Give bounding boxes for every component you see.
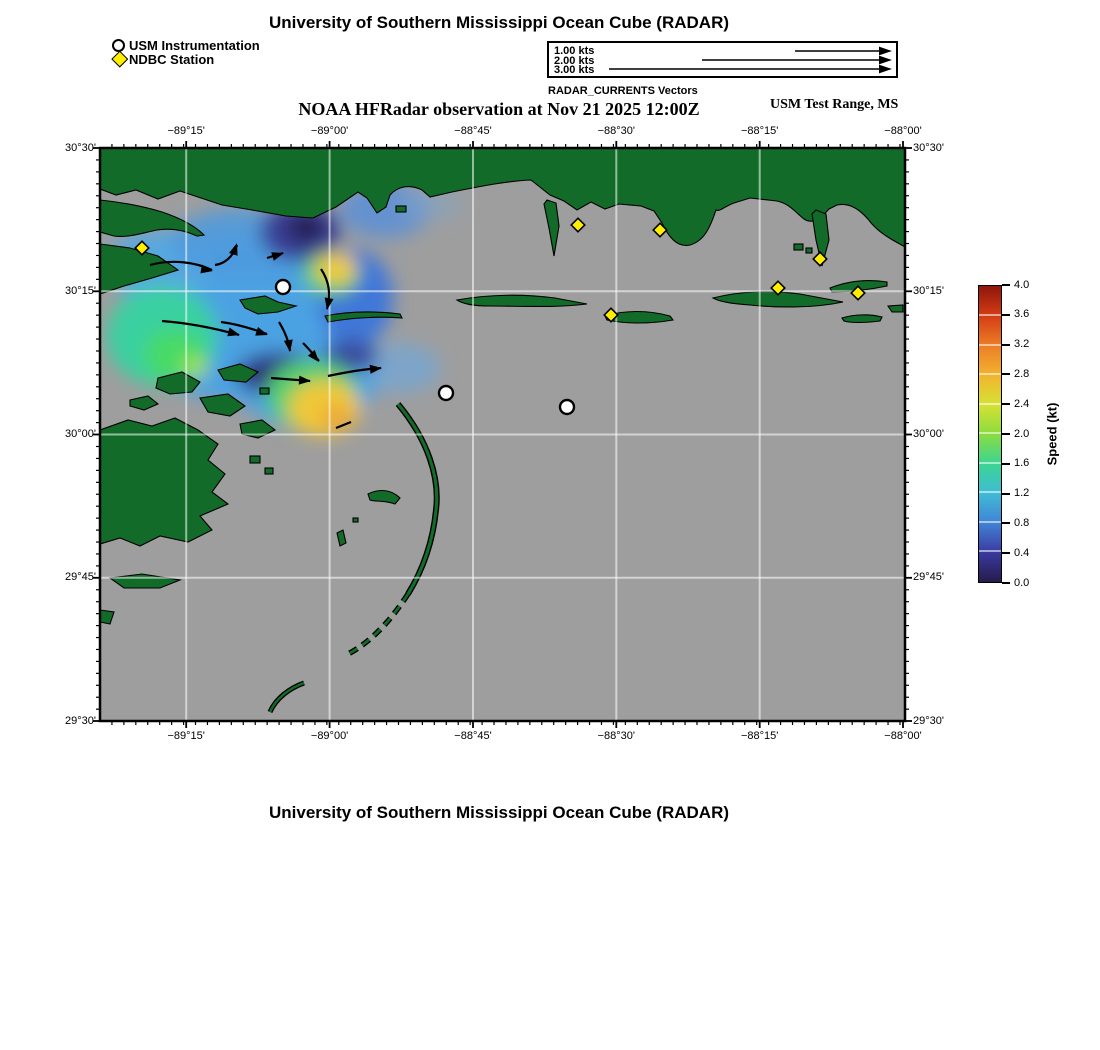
- colorbar-tick: [1002, 314, 1010, 316]
- colorbar-gridline: [979, 462, 1001, 464]
- colorbar-tick-label: 3.6: [1014, 308, 1030, 321]
- page-title: University of Southern Mississippi Ocean Cube (RADAR): [268, 13, 730, 32]
- colorbar-gridline: [979, 550, 1001, 552]
- colorbar-tick-label: 2.0: [1014, 427, 1030, 440]
- colorbar-tick-label: 0.8: [1014, 516, 1030, 529]
- lon-label-bottom: −88°00': [884, 730, 922, 742]
- usm-instrumentation-marker: [276, 280, 290, 294]
- colorbar-gridline: [979, 403, 1001, 405]
- colorbar-tick: [1002, 344, 1010, 346]
- lat-label-left: 30°15': [65, 284, 96, 297]
- lon-label-bottom: −88°45': [454, 730, 492, 742]
- colorbar-tick: [1002, 373, 1010, 375]
- lat-label-right: 29°45': [913, 571, 944, 584]
- colorbar-tick: [1002, 403, 1010, 405]
- lon-label-bottom: −89°15': [167, 730, 205, 742]
- usm-instrumentation-marker: [560, 400, 574, 414]
- colorbar-tick: [1002, 493, 1010, 495]
- colorbar-axis-label: Speed (kt): [1044, 402, 1060, 466]
- lat-label-left: 29°30': [65, 714, 96, 727]
- colorbar-gridline: [979, 521, 1001, 523]
- lat-label-left: 30°00': [65, 428, 96, 440]
- map-title: NOAA HFRadar observation at Nov 21 2025 12:00Z: [298, 99, 700, 119]
- lon-label-top: −88°30': [597, 125, 635, 137]
- colorbar-gridline: [979, 344, 1001, 346]
- vector-scale-row-3: 3.00 kts: [554, 64, 595, 76]
- lat-label-left: 30°30': [65, 141, 96, 154]
- colorbar-tick-label: 2.4: [1014, 397, 1030, 410]
- lon-label-top: −88°15': [740, 125, 779, 137]
- colorbar-tick: [1002, 552, 1010, 554]
- vector-scale-caption: RADAR_CURRENTS Vectors: [548, 85, 698, 97]
- colorbar-tick-label: 0.0: [1014, 576, 1030, 589]
- colorbar-tick: [1002, 284, 1010, 286]
- vector-scale-row-2: 2.00 kts: [554, 54, 595, 67]
- colorbar-tick: [1002, 522, 1010, 524]
- colorbar-gridline: [979, 432, 1001, 434]
- colorbar-gridline: [979, 373, 1001, 375]
- colorbar-tick: [1002, 463, 1010, 465]
- colorbar-tick-label: 1.6: [1014, 457, 1030, 470]
- colorbar-tick-label: 0.4: [1014, 546, 1030, 559]
- lat-label-right: 30°30': [913, 141, 944, 154]
- lon-label-top: −88°00': [884, 125, 922, 137]
- colorbar-tick-label: 2.8: [1014, 367, 1030, 380]
- lon-label-bottom: −89°00': [310, 730, 349, 742]
- usm-instrumentation-marker: [439, 386, 453, 400]
- lon-label-top: −89°00': [310, 125, 349, 137]
- colorbar-tick-label: 1.2: [1014, 487, 1030, 500]
- legend-label-usm: USM Instrumentation: [129, 38, 260, 53]
- footer-title: University of Southern Mississippi Ocean Cube (RADAR): [268, 803, 730, 822]
- colorbar-tick-label: 4.0: [1014, 278, 1030, 291]
- colorbar-gridline: [979, 491, 1001, 493]
- lat-label-right: 29°30': [913, 714, 944, 727]
- lat-label-left: 29°45': [65, 571, 96, 584]
- vector-scale-row-1: 1.00 kts: [554, 45, 595, 57]
- colorbar-gradient: [978, 285, 1002, 583]
- lon-label-top: −89°15': [167, 125, 205, 137]
- lon-label-bottom: −88°15': [740, 730, 779, 742]
- lon-label-bottom: −88°30': [597, 730, 635, 742]
- colorbar-tick-label: 3.2: [1014, 338, 1030, 351]
- lat-label-right: 30°00': [913, 428, 944, 440]
- colorbar-tick: [1002, 582, 1010, 584]
- colorbar-gridline: [979, 314, 1001, 316]
- lon-label-top: −88°45': [454, 125, 492, 137]
- legend-label-ndbc: NDBC Station: [129, 51, 215, 67]
- colorbar-tick: [1002, 433, 1010, 435]
- region-label: USM Test Range, MS: [770, 97, 899, 112]
- lat-label-right: 30°15': [913, 284, 944, 297]
